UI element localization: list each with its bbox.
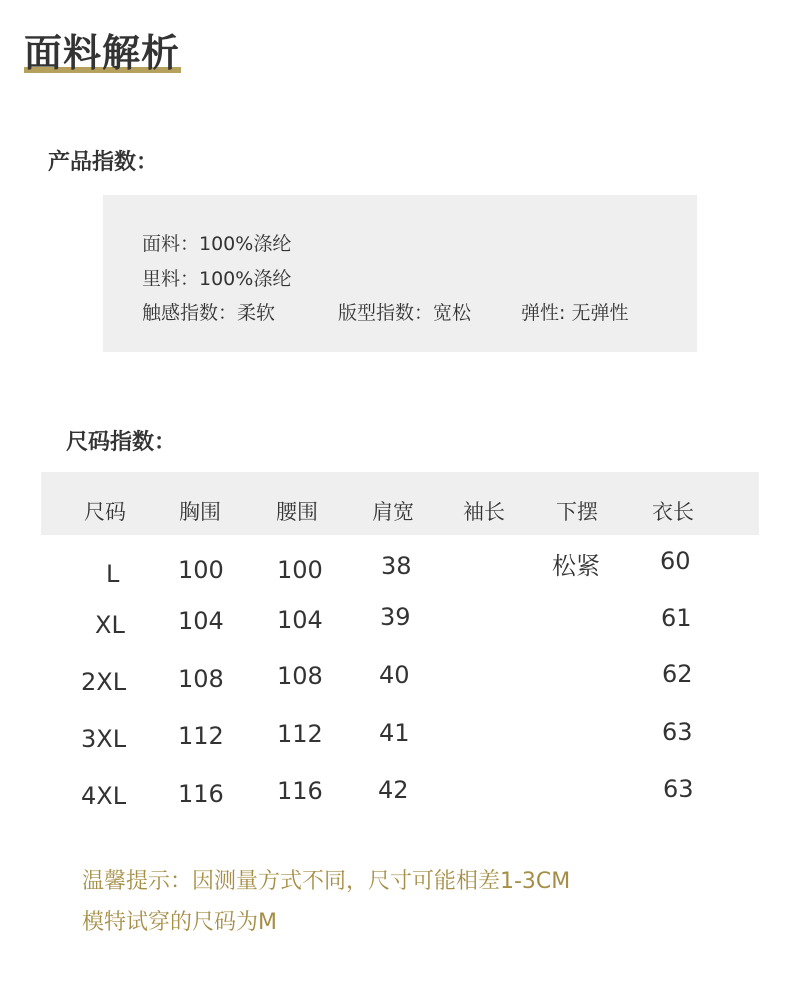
elasticity-label: 弹性: 无弹性 [521,302,629,324]
cell-size: L [106,560,120,588]
cell-shoulder: 42 [378,776,409,804]
cell-hem-note: 松紧 [552,552,600,580]
cell-chest: 100 [178,556,224,584]
header-shoulder: 肩宽 [372,500,414,524]
touch-index-label: 触感指数：柔软 [142,302,276,324]
fit-index-label: 版型指数：宽松 [338,302,472,324]
cell-size: 4XL [81,782,127,810]
cell-length: 61 [661,604,692,632]
cell-chest: 116 [178,780,224,808]
cell-waist: 108 [277,662,323,690]
cell-chest: 108 [178,665,224,693]
section-title-block [24,30,180,76]
cell-waist: 100 [277,556,323,584]
header-size: 尺码 [84,500,126,524]
model-size-tip: 模特试穿的尺码为M [82,910,277,935]
cell-shoulder: 41 [379,719,410,747]
cell-size: XL [95,611,125,639]
header-hem: 下摆 [556,500,598,524]
section-title: 面料解析 [24,31,181,75]
cell-shoulder: 40 [379,661,410,689]
cell-chest: 104 [178,607,224,635]
cell-shoulder: 39 [380,603,411,631]
cell-waist: 104 [277,606,323,634]
cell-waist: 116 [277,777,323,805]
cell-length: 63 [662,718,693,746]
size-index-heading: 尺码指数： [66,430,177,455]
lining-label: 里料：100%涤纶 [142,268,292,290]
cell-length: 63 [663,775,694,803]
cell-length: 62 [662,660,693,688]
cell-size: 2XL [81,668,127,696]
cell-chest: 112 [178,722,224,750]
measurement-tip: 温馨提示：因测量方式不同，尺寸可能相差1-3CM [82,869,571,894]
header-waist: 腰围 [276,500,318,524]
product-index-heading: 产品指数： [48,150,159,175]
cell-size: 3XL [81,725,127,753]
header-length: 衣长 [652,500,694,524]
main-fabric-label: 面料：100%涤纶 [142,233,292,255]
cell-length: 60 [660,547,691,575]
header-chest: 胸围 [179,500,221,524]
header-sleeve: 袖长 [463,500,505,524]
cell-shoulder: 38 [381,552,412,580]
cell-waist: 112 [277,720,323,748]
